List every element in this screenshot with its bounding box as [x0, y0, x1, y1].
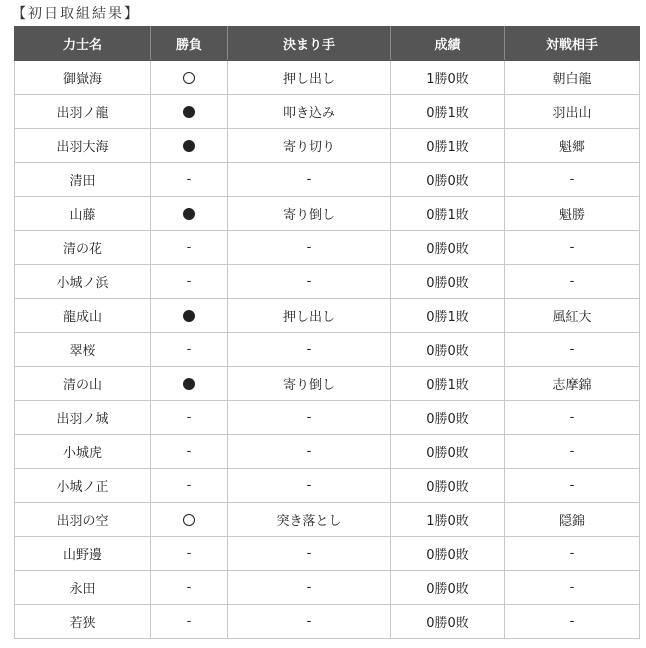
- table-row: [15, 95, 640, 129]
- table-row: [15, 333, 640, 367]
- no-bout-dash: -: [186, 410, 192, 425]
- cell-kimarite: -: [228, 469, 391, 503]
- no-bout-dash: -: [186, 444, 192, 459]
- table-row: [15, 163, 640, 197]
- cell-record: 0勝0敗: [391, 435, 505, 469]
- cell-name: 清の花: [15, 231, 151, 265]
- cell-kimarite: -: [228, 605, 391, 639]
- cell-name: 小城ノ浜: [15, 265, 151, 299]
- cell-result: [151, 95, 228, 129]
- loss-filled-circle-icon: [183, 140, 195, 152]
- win-circle-icon: [183, 514, 195, 526]
- cell-kimarite: -: [228, 265, 391, 299]
- cell-record: 0勝0敗: [391, 571, 505, 605]
- no-bout-dash: -: [186, 546, 192, 561]
- cell-result: [151, 435, 228, 469]
- cell-name: 翠桜: [15, 333, 151, 367]
- cell-record: 0勝0敗: [391, 265, 505, 299]
- page-title: 【初日取組結果】: [12, 6, 140, 22]
- cell-opponent: 風紅大: [505, 299, 640, 333]
- cell-opponent: -: [505, 401, 640, 435]
- table-row: [15, 197, 640, 231]
- table-row: [15, 367, 640, 401]
- cell-opponent: -: [505, 163, 640, 197]
- table-body: [15, 61, 640, 639]
- cell-opponent: -: [505, 435, 640, 469]
- table-row: [15, 265, 640, 299]
- no-bout-dash: -: [186, 240, 192, 255]
- cell-kimarite: -: [228, 333, 391, 367]
- cell-kimarite: 叩き込み: [228, 95, 391, 129]
- loss-filled-circle-icon: [183, 310, 195, 322]
- table-row: [15, 299, 640, 333]
- cell-record: 0勝0敗: [391, 231, 505, 265]
- cell-opponent: -: [505, 333, 640, 367]
- cell-result: [151, 503, 228, 537]
- cell-name: 出羽ノ城: [15, 401, 151, 435]
- cell-result: [151, 197, 228, 231]
- cell-kimarite: -: [228, 435, 391, 469]
- cell-kimarite: -: [228, 163, 391, 197]
- cell-name: 山藤: [15, 197, 151, 231]
- cell-result: [151, 469, 228, 503]
- no-bout-dash: -: [186, 478, 192, 493]
- cell-kimarite: 寄り切り: [228, 129, 391, 163]
- win-circle-icon: [183, 72, 195, 84]
- cell-kimarite: 突き落とし: [228, 503, 391, 537]
- cell-record: 0勝0敗: [391, 163, 505, 197]
- cell-opponent: 朝白龍: [505, 61, 640, 95]
- header-row: [15, 27, 640, 61]
- cell-name: 御嶽海: [15, 61, 151, 95]
- cell-kimarite: -: [228, 571, 391, 605]
- cell-name: 清の山: [15, 367, 151, 401]
- cell-opponent: -: [505, 605, 640, 639]
- cell-record: 0勝1敗: [391, 129, 505, 163]
- cell-record: 0勝0敗: [391, 333, 505, 367]
- cell-name: 出羽ノ龍: [15, 95, 151, 129]
- cell-name: 山野邊: [15, 537, 151, 571]
- cell-opponent: -: [505, 537, 640, 571]
- cell-opponent: 羽出山: [505, 95, 640, 129]
- cell-record: 0勝0敗: [391, 469, 505, 503]
- cell-result: [151, 163, 228, 197]
- cell-result: [151, 537, 228, 571]
- cell-name: 出羽大海: [15, 129, 151, 163]
- loss-filled-circle-icon: [183, 208, 195, 220]
- table-row: [15, 435, 640, 469]
- cell-record: 0勝1敗: [391, 299, 505, 333]
- cell-opponent: 隠錦: [505, 503, 640, 537]
- results-table: [14, 26, 640, 639]
- table-row: [15, 129, 640, 163]
- cell-name: 若狭: [15, 605, 151, 639]
- table-row: [15, 537, 640, 571]
- loss-filled-circle-icon: [183, 378, 195, 390]
- cell-kimarite: -: [228, 401, 391, 435]
- cell-result: [151, 129, 228, 163]
- table-row: [15, 571, 640, 605]
- cell-opponent: -: [505, 571, 640, 605]
- cell-kimarite: 押し出し: [228, 61, 391, 95]
- header-kimarite: 決まり手: [228, 27, 391, 61]
- table-row: [15, 605, 640, 639]
- cell-record: 0勝1敗: [391, 95, 505, 129]
- cell-name: 清田: [15, 163, 151, 197]
- cell-record: 0勝0敗: [391, 537, 505, 571]
- loss-filled-circle-icon: [183, 106, 195, 118]
- cell-result: [151, 231, 228, 265]
- cell-kimarite: 寄り倒し: [228, 367, 391, 401]
- cell-name: 小城ノ正: [15, 469, 151, 503]
- cell-name: 小城虎: [15, 435, 151, 469]
- cell-record: 0勝0敗: [391, 401, 505, 435]
- cell-result: [151, 571, 228, 605]
- header-record: 成績: [391, 27, 505, 61]
- cell-record: 0勝0敗: [391, 605, 505, 639]
- cell-opponent: 魁勝: [505, 197, 640, 231]
- cell-opponent: -: [505, 231, 640, 265]
- table-row: [15, 503, 640, 537]
- no-bout-dash: -: [186, 274, 192, 289]
- cell-opponent: 魁郷: [505, 129, 640, 163]
- cell-result: [151, 299, 228, 333]
- cell-result: [151, 333, 228, 367]
- header-result: 勝負: [151, 27, 228, 61]
- cell-record: 1勝0敗: [391, 61, 505, 95]
- cell-result: [151, 605, 228, 639]
- cell-record: 0勝1敗: [391, 197, 505, 231]
- no-bout-dash: -: [186, 614, 192, 629]
- table-row: [15, 231, 640, 265]
- cell-result: [151, 401, 228, 435]
- cell-name: 永田: [15, 571, 151, 605]
- no-bout-dash: -: [186, 342, 192, 357]
- table-header: [15, 27, 640, 61]
- header-name: 力士名: [15, 27, 151, 61]
- cell-result: [151, 367, 228, 401]
- cell-record: 0勝1敗: [391, 367, 505, 401]
- cell-kimarite: 押し出し: [228, 299, 391, 333]
- cell-record: 1勝0敗: [391, 503, 505, 537]
- cell-opponent: -: [505, 469, 640, 503]
- header-opponent: 対戦相手: [505, 27, 640, 61]
- cell-result: [151, 61, 228, 95]
- no-bout-dash: -: [186, 580, 192, 595]
- cell-opponent: 志摩錦: [505, 367, 640, 401]
- cell-kimarite: -: [228, 231, 391, 265]
- cell-kimarite: -: [228, 537, 391, 571]
- cell-name: 龍成山: [15, 299, 151, 333]
- no-bout-dash: -: [186, 172, 192, 187]
- cell-opponent: -: [505, 265, 640, 299]
- cell-result: [151, 265, 228, 299]
- table-row: [15, 469, 640, 503]
- cell-kimarite: 寄り倒し: [228, 197, 391, 231]
- cell-name: 出羽の空: [15, 503, 151, 537]
- table-row: [15, 61, 640, 95]
- table-row: [15, 401, 640, 435]
